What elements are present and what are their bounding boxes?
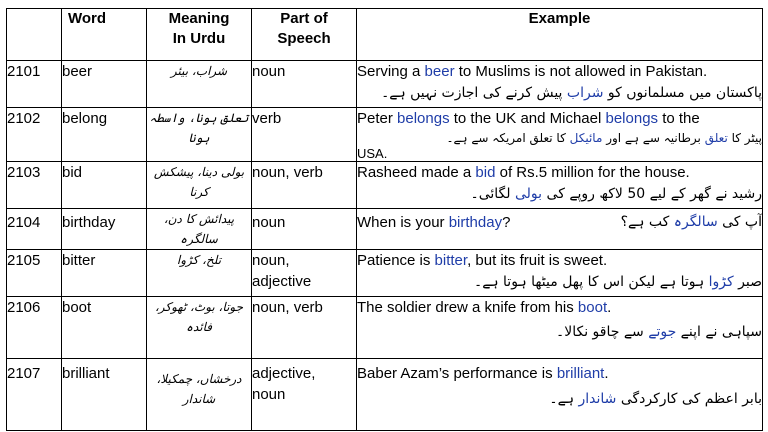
example-text: ہے۔ (549, 391, 579, 407)
entry-number: 2107 (7, 359, 62, 431)
header-pos-line1: Part of (280, 10, 328, 27)
entry-number: 2106 (7, 297, 62, 359)
example-keyword: brilliant (556, 365, 605, 382)
example-english (357, 108, 762, 129)
entry-word: brilliant (62, 359, 147, 431)
example-keyword: جوتے (648, 324, 677, 340)
example-text: The soldier drew a knife from his (357, 299, 578, 316)
table-row (7, 359, 763, 431)
header-meaning-line2: In Urdu (172, 30, 226, 47)
entry-number: 2102 (7, 108, 62, 162)
entry-part-of-speech: noun (252, 209, 357, 250)
pos-line1: adjective, (252, 365, 316, 382)
entry-number: 2105 (7, 250, 62, 297)
example-text: سپاہی نے اپنے (676, 324, 762, 340)
entry-urdu-meaning: پیدائش کا دن، سالگرہ (147, 209, 252, 250)
example-english-continued: USA. (357, 146, 388, 161)
header-row (7, 9, 763, 61)
example-text: پیش کرنے کی اجازت نہیں ہے۔ (381, 85, 567, 101)
example-keyword: belongs (605, 110, 659, 127)
example-text: کب ہے؟ (620, 214, 674, 230)
entry-example (357, 297, 763, 359)
entry-number: 2104 (7, 209, 62, 250)
header-example: Example (357, 9, 763, 61)
entry-example (357, 209, 763, 250)
header-pos-line2: Speech (277, 30, 331, 47)
entry-urdu-meaning: بولی دینا، پیشکش کرنا (147, 162, 252, 209)
entry-example (357, 162, 763, 209)
entry-urdu-meaning: جوتا، بوٹ، ٹھوکر، فائدہ (147, 297, 252, 359)
example-text: پیٹر کا (727, 131, 762, 145)
example-text: Peter (357, 110, 398, 127)
example-text: of Rs.5 million for the house. (495, 164, 690, 181)
example-keyword: کڑوا (708, 274, 734, 290)
entry-part-of-speech: noun, verb (252, 297, 357, 359)
pos-line2: noun (252, 386, 286, 403)
example-text: ? (502, 214, 511, 231)
example-text: ہوتا ہے لیکن اس کا پھل میٹھا ہوتا ہے۔ (473, 274, 709, 290)
entry-urdu-meaning: شراب، بیئر (147, 61, 252, 108)
entry-part-of-speech (252, 359, 357, 431)
example-text: , but its fruit is sweet. (467, 252, 608, 269)
header-part-of-speech (252, 9, 357, 61)
table-row (7, 61, 763, 108)
example-text: to the UK and Michael (449, 110, 606, 127)
example-keyword: شاندار (578, 391, 617, 407)
example-keyword: سالگرہ (673, 214, 718, 230)
example-urdu (357, 129, 762, 147)
example-keyword: شراب (566, 85, 604, 101)
header-word: Word (62, 9, 147, 61)
example-keyword: belongs (397, 110, 450, 127)
table-row (7, 108, 763, 162)
table-row (7, 162, 763, 209)
example-keyword: bitter (434, 252, 468, 269)
entry-word: birthday (62, 209, 147, 250)
example-text: Rasheed made a (357, 164, 476, 181)
example-text: to the (658, 110, 700, 127)
example-text: کا تعلق امریکہ سے ہے۔ (446, 131, 570, 145)
table-row (7, 209, 763, 250)
entry-example (357, 108, 763, 162)
example-english (357, 363, 762, 384)
example-text: سے چاقو نکالا۔ (556, 324, 649, 340)
entry-number: 2101 (7, 61, 62, 108)
example-text: Patience is (357, 252, 435, 269)
example-keyword: مائیکل (569, 131, 603, 145)
entry-word: belong (62, 108, 147, 162)
entry-word: bitter (62, 250, 147, 297)
entry-part-of-speech: verb (252, 108, 357, 162)
entry-word: beer (62, 61, 147, 108)
entry-part-of-speech: noun, verb (252, 162, 357, 209)
example-text: Serving a (357, 63, 425, 80)
table-row (7, 250, 763, 297)
example-keyword: bid (475, 164, 496, 181)
entry-word: bid (62, 162, 147, 209)
example-urdu (621, 212, 762, 233)
example-urdu (357, 318, 762, 346)
example-text: پاکستان میں مسلمانوں کو (603, 85, 762, 101)
example-urdu (357, 384, 762, 414)
entry-urdu-meaning: تلخ، کڑوا (147, 250, 252, 297)
example-keyword: birthday (448, 214, 503, 231)
entry-number: 2103 (7, 162, 62, 209)
header-meaning (147, 9, 252, 61)
header-meaning-line1: Meaning (168, 10, 230, 27)
example-keyword: بولی (515, 186, 543, 202)
pos-line1: noun, (252, 252, 290, 269)
entry-example (357, 61, 763, 108)
entry-urdu-meaning: درخشاں، چمکیلا، شاندار (147, 359, 252, 431)
entry-word: boot (62, 297, 147, 359)
entry-part-of-speech: noun (252, 61, 357, 108)
example-text: رشید نے گھر کے لیے 50 لاکھ روپے کی (542, 186, 762, 202)
example-text: When is your (357, 214, 449, 231)
example-english (357, 162, 762, 183)
example-english (357, 297, 762, 318)
example-text: . (607, 299, 612, 316)
example-text: برطانیہ سے ہے اور (602, 131, 705, 145)
example-english (357, 250, 762, 271)
entry-example (357, 250, 763, 297)
header-num (7, 9, 62, 61)
pos-line2: adjective (252, 273, 312, 290)
example-english (357, 214, 510, 231)
example-urdu (357, 183, 762, 205)
example-text: صبر (733, 274, 762, 290)
example-urdu (357, 82, 762, 104)
example-text: لگائی۔ (470, 186, 515, 202)
example-urdu (357, 271, 762, 293)
entry-urdu-meaning: تعلق ہونا، واسطہ ہونا (147, 108, 252, 162)
example-english (357, 61, 762, 82)
example-text: بابر اعظم کی کارکردگی (616, 391, 762, 407)
example-text: آپ کی (717, 214, 762, 230)
example-keyword: تعلق (704, 131, 728, 145)
table-row (7, 297, 763, 359)
vocabulary-table (6, 8, 763, 431)
example-text: to Muslims is not allowed in Pakistan. (454, 63, 708, 80)
example-text: . (604, 365, 609, 382)
example-keyword: beer (424, 63, 455, 80)
example-text: Baber Azam’s performance is (357, 365, 557, 382)
example-keyword: boot (577, 299, 608, 316)
entry-example (357, 359, 763, 431)
entry-part-of-speech (252, 250, 357, 297)
